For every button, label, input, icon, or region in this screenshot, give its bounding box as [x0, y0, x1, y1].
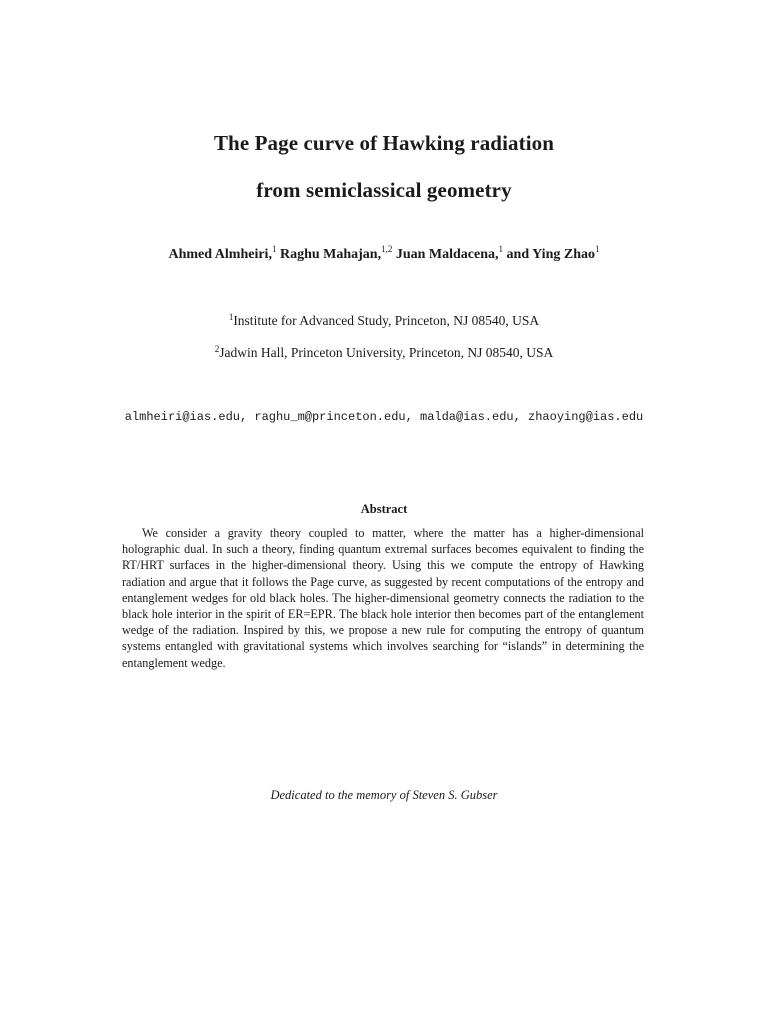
author-affiliation-mark: 1,2	[381, 244, 393, 254]
author-name: and Ying Zhao	[506, 247, 595, 262]
author-name: Juan Maldacena,	[395, 247, 499, 262]
affiliation-number: 1	[228, 312, 234, 322]
author-emails: almheiri@ias.edu, raghu_m@princeton.edu, malda@ias.edu, zhaoying@ias.edu	[124, 410, 644, 424]
author-list	[0, 244, 768, 263]
author-name: Raghu Mahajan,	[279, 247, 382, 262]
author-affiliation-mark: 1	[498, 244, 504, 254]
author-name: Ahmed Almheiri,	[168, 247, 272, 262]
affiliation-text: Jadwin Hall, Princeton University, Princeton, NJ 08540, USA	[219, 345, 554, 360]
dedication: Dedicated to the memory of Steven S. Gubser	[270, 788, 498, 802]
affiliation-text: Institute for Advanced Study, Princeton, NJ 08540, USA	[233, 313, 540, 328]
affiliation-2	[0, 345, 768, 361]
affiliation-1	[0, 313, 768, 329]
abstract-text: We consider a gravity theory coupled to matter, where the matter has a higher-dimensional holographic dual. In such a theory, finding quantum extremal surfaces becomes equivalent to finding the RT/HRT surfaces in the higher-dimensional theory. Using this we compute the entropy of Hawking radiation and argue that it follows the Page curve, as suggested by recent computations of the entropy and entanglement wedges for old black holes. The higher-dimensional geometry connects the radiation to the black hole interior in the spirit of ER=EPR. The black hole interior then becomes part of the entanglement wedge of the radiation. Inspired by this, we propose a new rule for computing the entropy of quantum systems entangled with gravitational systems which involves searching for “islands” in determining the entanglement wedge.	[122, 526, 644, 670]
paper-title-line-2: from semiclassical geometry	[256, 178, 512, 202]
abstract-heading: Abstract	[360, 502, 408, 516]
author-affiliation-mark: 1	[594, 244, 600, 254]
paper-title-line-1: The Page curve of Hawking radiation	[213, 131, 555, 155]
affiliation-number: 2	[214, 344, 220, 354]
author-affiliation-mark: 1	[271, 244, 277, 254]
